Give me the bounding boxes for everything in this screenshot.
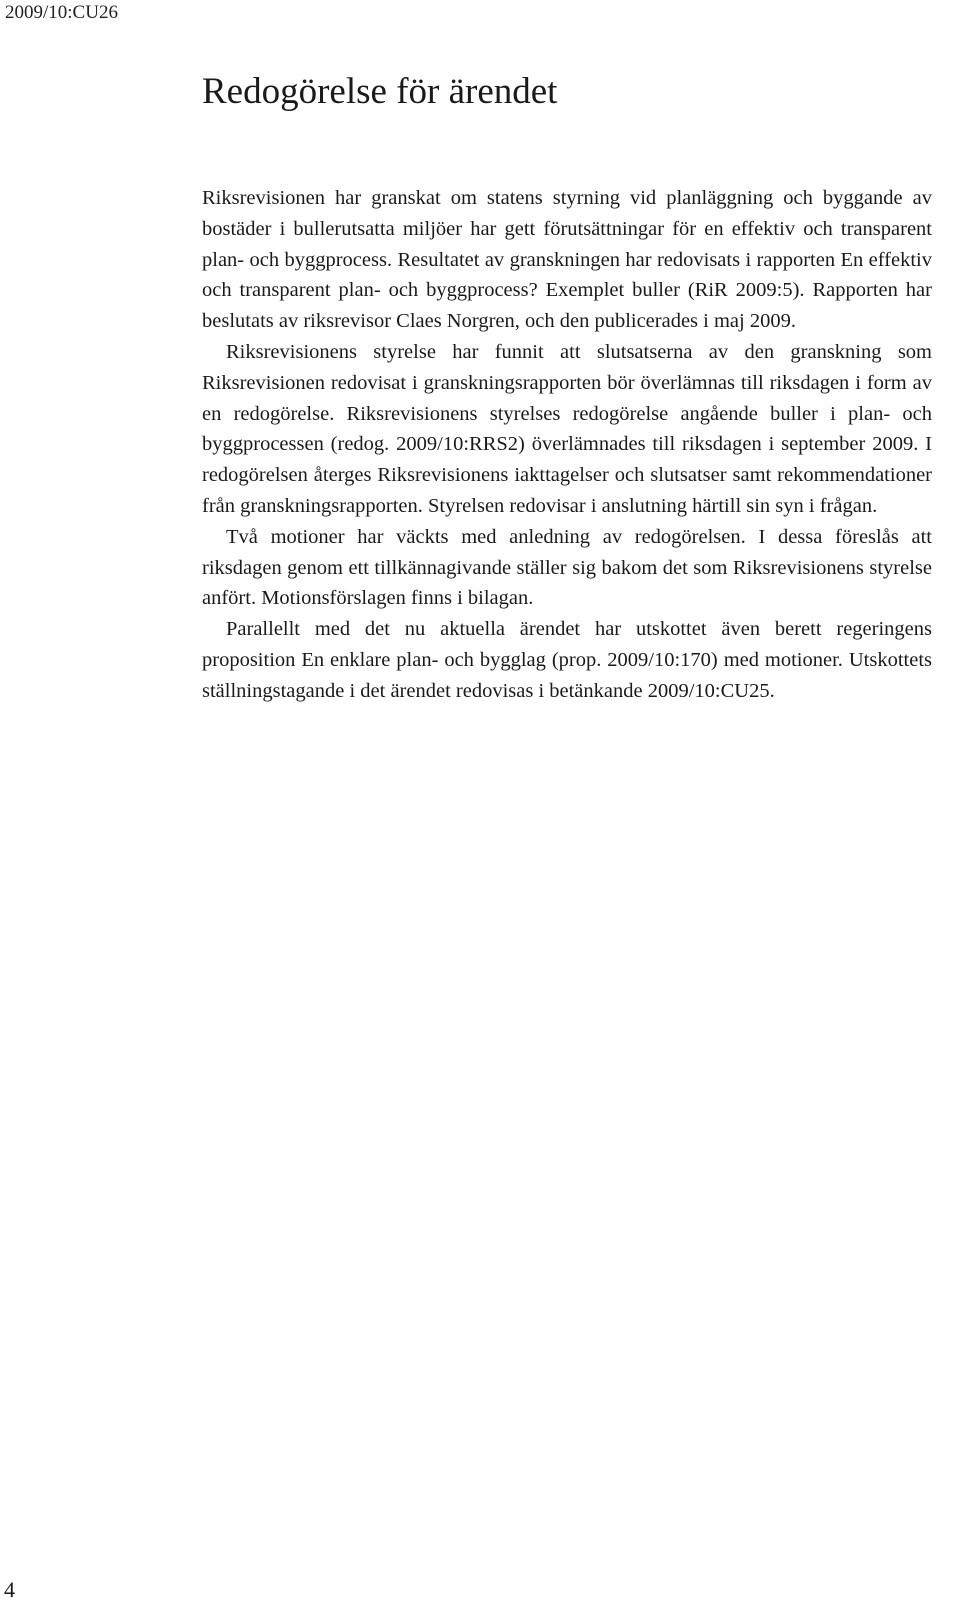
body-text xyxy=(202,183,932,707)
paragraph-2: Riksrevisionens styrelse har funnit att slutsatserna av den granskning som Riksrevisionen redovisat i granskningsrapporten bör överlämnas till riksdagen i form av en redogörelse. Riksrevisionens styrelses redogörelse angående buller i plan- och byggprocessen (redog. 2009/10:RRS2) överlämnades till riksdagen i september 2009. I redogörelsen återges Riksrevisionens iakttagelser och slutsatser samt rekommendationer från granskningsrapporten. Styrelsen redovisar i anslutning härtill sin syn i frågan. xyxy=(202,340,932,517)
paragraph-1: Riksrevisionen har granskat om statens styrning vid planläggning och byggande av bostäder i bullerutsatta miljöer har gett förutsättningar för en effektiv och transparent plan- och byggprocess. Resultatet av granskningen har redovisats i rapporten En effektiv och transparent plan- och byggprocess? Exemplet buller (RiR 2009:5). Rapporten har beslutats av riksrevisor Claes Norgren, och den publicerades i maj 2009. xyxy=(202,187,932,333)
document-id: 2009/10:CU26 xyxy=(5,2,118,23)
paragraph-3: Två motioner har väckts med anledning av redogörelsen. I dessa föreslås att riksdagen genom ett tillkännagivande ställer sig bakom det som Riksrevisionens styrelse anfört. Motionsförslagen finns i bilagan. xyxy=(202,525,932,610)
paragraph-4: Parallellt med det nu aktuella ärendet har utskottet även berett regeringens proposition En enklare plan- och bygglag (prop. 2009/10:170) med motioner. Utskottets ställningstagande i det ärendet redovisas i betänkande 2009/10:CU25. xyxy=(202,618,932,702)
section-heading: Redogörelse för ärendet xyxy=(202,71,558,112)
page-number: 4 xyxy=(4,1577,15,1602)
